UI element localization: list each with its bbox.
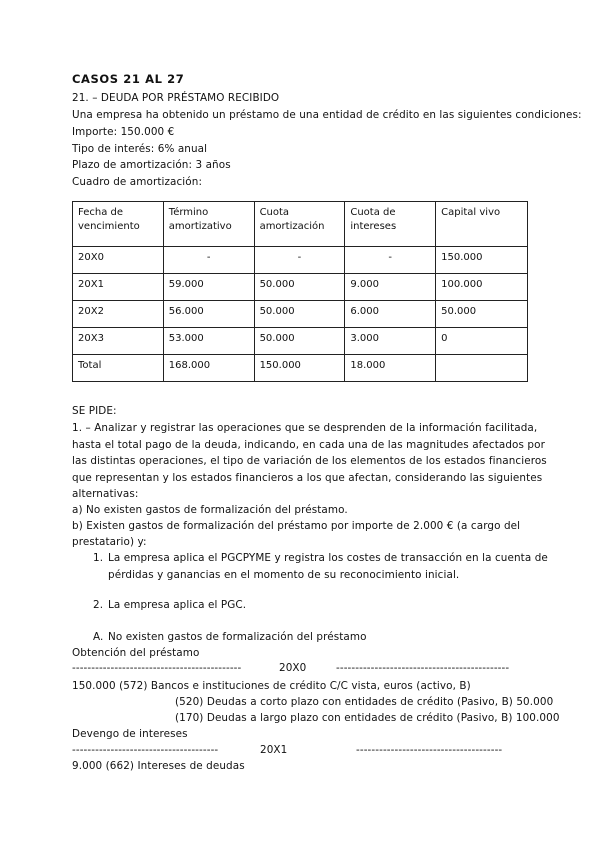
table-cell: 150.000 bbox=[254, 355, 345, 382]
numbered-item-line: La empresa aplica el PGCPYME y registra los costes de transacción en la cuenta de bbox=[108, 552, 548, 564]
alternative-a: a) No existen gastos de formalización del préstamo. bbox=[72, 504, 348, 516]
table-cell: 50.000 bbox=[254, 328, 345, 355]
table-cell: 56.000 bbox=[163, 301, 254, 328]
question-line: alternativas: bbox=[72, 488, 139, 500]
separator-left: -------------------------------------- bbox=[72, 744, 219, 756]
journal-debit-line: 150.000 (572) Bancos e instituciones de crédito C/C vista, euros (activo, B) bbox=[72, 680, 471, 692]
table-row bbox=[73, 355, 528, 382]
obtencion-heading: Obtención del préstamo bbox=[72, 647, 200, 659]
question-line: hasta el total pago de la deuda, indicando, en cada una de las magnitudes afectados por bbox=[72, 439, 545, 451]
table-cell: 20X2 bbox=[73, 301, 164, 328]
table-cell bbox=[436, 355, 528, 382]
table-cell: 100.000 bbox=[436, 274, 528, 301]
separator-date: 20X1 bbox=[260, 744, 288, 756]
journal-debit-line: 9.000 (662) Intereses de deudas bbox=[72, 760, 245, 772]
table-cell: 20X3 bbox=[73, 328, 164, 355]
table-row bbox=[73, 274, 528, 301]
condition-tipo: Tipo de interés: 6% anual bbox=[72, 143, 208, 155]
numbered-item-line: La empresa aplica el PGC. bbox=[108, 599, 247, 611]
table-cell: 50.000 bbox=[436, 301, 528, 328]
table-header-row bbox=[73, 202, 528, 247]
numbered-item-line: pérdidas y ganancias en el momento de su reconocimiento inicial. bbox=[108, 569, 460, 581]
table-cell: 50.000 bbox=[254, 274, 345, 301]
header-cuota-intereses: Cuota de intereses bbox=[345, 202, 436, 247]
table-cell: 18.000 bbox=[345, 355, 436, 382]
header-cuota-amortizacion: Cuota amortización bbox=[254, 202, 345, 247]
separator-right: --------------------------------------------- bbox=[336, 662, 510, 674]
table-cell: 6.000 bbox=[345, 301, 436, 328]
separator-left: -------------------------------------------- bbox=[72, 662, 242, 674]
condition-plazo: Plazo de amortización: 3 años bbox=[72, 159, 231, 171]
separator-date: 20X0 bbox=[279, 662, 307, 674]
alternative-b-line: b) Existen gastos de formalización del préstamo por importe de 2.000 € (a cargo del bbox=[72, 520, 521, 532]
table-cell: - bbox=[254, 247, 345, 274]
table-cell: 20X1 bbox=[73, 274, 164, 301]
amortization-table bbox=[72, 201, 528, 382]
table-cell: 50.000 bbox=[254, 301, 345, 328]
intro-text: Una empresa ha obtenido un préstamo de una entidad de crédito en las siguientes condiciones: bbox=[72, 109, 582, 121]
table-row bbox=[73, 301, 528, 328]
question-line: 1. – Analizar y registrar las operaciones que se desprenden de la información facilitada, bbox=[72, 422, 538, 434]
header-termino: Término amortizativo bbox=[163, 202, 254, 247]
journal-credit-line: (170) Deudas a largo plazo con entidades de crédito (Pasivo, B) 100.000 bbox=[175, 712, 560, 724]
table-cell: 59.000 bbox=[163, 274, 254, 301]
alternative-b-line: prestatario) y: bbox=[72, 536, 147, 548]
table-cell: 168.000 bbox=[163, 355, 254, 382]
table-cell: Total bbox=[73, 355, 164, 382]
table-row bbox=[73, 247, 528, 274]
question-line: que representan y los estados financieros a los que afectan, considerando las siguientes bbox=[72, 472, 543, 484]
separator-right: -------------------------------------- bbox=[356, 744, 503, 756]
table-cell: 53.000 bbox=[163, 328, 254, 355]
numbered-item-number: 1. bbox=[93, 552, 104, 564]
table-cell: 20X0 bbox=[73, 247, 164, 274]
numbered-item-number: 2. bbox=[93, 599, 104, 611]
table-cell: - bbox=[345, 247, 436, 274]
table-cell: 9.000 bbox=[345, 274, 436, 301]
question-line: las distintas operaciones, el tipo de variación de los elementos de los estados financieros bbox=[72, 455, 547, 467]
table-cell: 3.000 bbox=[345, 328, 436, 355]
table-cell: 150.000 bbox=[436, 247, 528, 274]
header-capital-vivo: Capital vivo bbox=[436, 202, 528, 247]
journal-credit-line: (520) Deudas a corto plazo con entidades de crédito (Pasivo, B) 50.000 bbox=[175, 696, 554, 708]
table-cell: 0 bbox=[436, 328, 528, 355]
section-a-text: No existen gastos de formalización del préstamo bbox=[108, 631, 367, 643]
section-a-letter: A. bbox=[93, 631, 104, 643]
condition-cuadro: Cuadro de amortización: bbox=[72, 176, 203, 188]
condition-importe: Importe: 150.000 € bbox=[72, 126, 175, 138]
document-title: CASOS 21 AL 27 bbox=[72, 72, 185, 86]
devengo-heading: Devengo de intereses bbox=[72, 728, 188, 740]
se-pide-heading: SE PIDE: bbox=[72, 405, 117, 417]
header-fecha: Fecha de vencimiento bbox=[73, 202, 164, 247]
table-row bbox=[73, 328, 528, 355]
table-cell: - bbox=[163, 247, 254, 274]
case-heading: 21. – DEUDA POR PRÉSTAMO RECIBIDO bbox=[72, 92, 280, 104]
